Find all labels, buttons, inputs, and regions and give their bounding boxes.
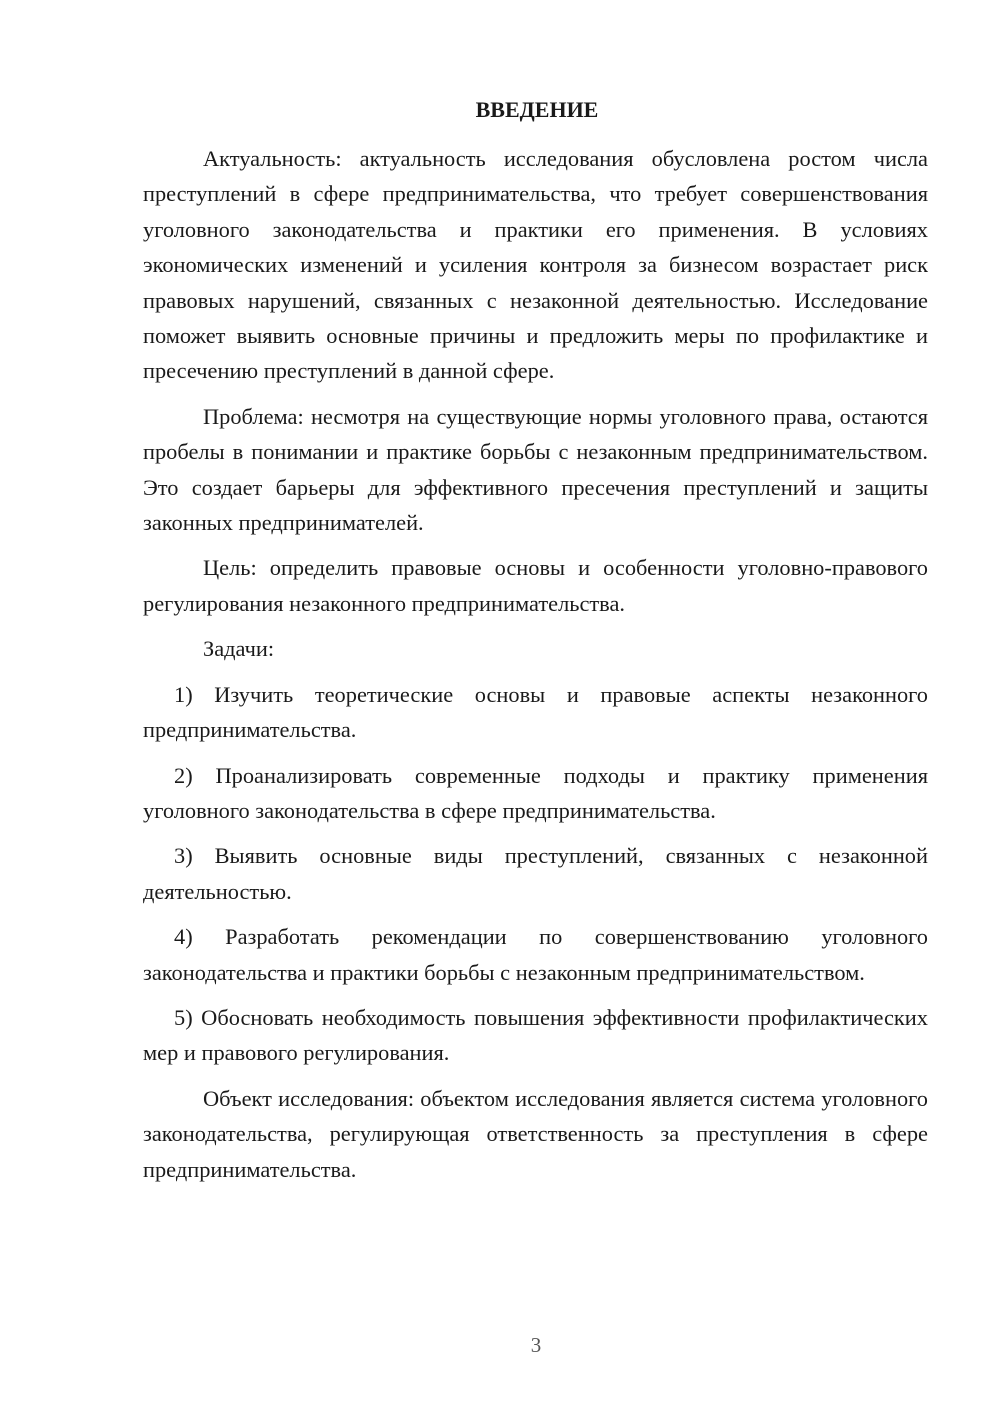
tasks-list xyxy=(143,677,928,1071)
problem-paragraph: Проблема: несмотря на существующие нормы уголовного права, остаются пробелы в понимании и практике борьбы с незаконным предпринимательством. Это создает барьеры для эффективного пресечения преступлений и защиты законных предпринимателей. xyxy=(143,403,928,536)
page-number: 3 xyxy=(530,1333,542,1357)
object-paragraph: Объект исследования: объектом исследования является система уголовного законодательства, регулирующая ответственность за преступления в сфере предпринимательства. xyxy=(143,1085,928,1182)
list-item: 2) Проанализировать современные подходы и практику применения уголовного законодательства в сфере предпринимательства. xyxy=(143,762,928,823)
document-page xyxy=(143,92,928,1187)
list-item: 5) Обосновать необходимость повышения эффективности профилактических мер и правового регулирования. xyxy=(143,1004,928,1066)
relevance-paragraph: Актуальность: актуальность исследования обусловлена ростом числа преступлений в сфере предпринимательства, что требует совершенствования уголовного законодательства и практики его применения. В условиях экономических изменений и усиления контроля за бизнесом возрастает риск правовых нарушений, связанных с незаконной деятельностью. Исследование поможет выявить основные причины и предложить меры по профилактике и пресечению преступлений в данной сфере. xyxy=(143,146,928,384)
tasks-heading: Задачи: xyxy=(203,636,275,662)
list-item: 3) Выявить основные виды преступлений, связанных с незаконной деятельностью. xyxy=(143,843,928,904)
list-item: 4) Разработать рекомендации по совершенствованию уголовного законодательства и практики борьбы с незаконным предпринимательством. xyxy=(143,924,928,985)
list-item: 1) Изучить теоретические основы и правовые аспекты незаконного предпринимательства. xyxy=(143,681,928,743)
section-title: ВВЕДЕНИЕ xyxy=(475,97,599,122)
goal-paragraph: Цель: определить правовые основы и особенности уголовно-правового регулирования незаконного предпринимательства. xyxy=(143,555,928,616)
